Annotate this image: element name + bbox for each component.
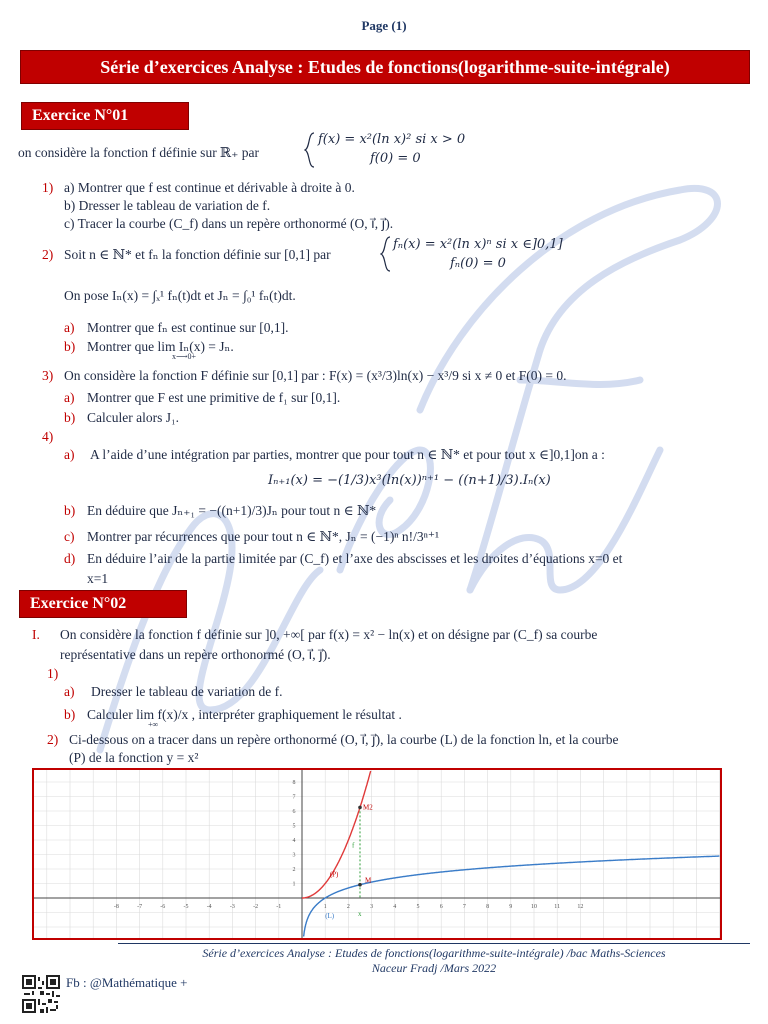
- ex1-q2-text: Soit n ∈ ℕ* et fₙ la fonction définie sur [0,1] par: [64, 247, 331, 262]
- x-tick-label: 5: [416, 904, 420, 910]
- label-M: M: [365, 876, 372, 885]
- parabola-curve: [302, 771, 371, 898]
- ex2-q1b-limit-sub: +∞: [148, 720, 159, 729]
- ex1-q3b: Calculer alors J₁.: [87, 410, 180, 425]
- x-tick-label: 10: [531, 904, 537, 910]
- label-x: x: [358, 910, 362, 918]
- ex1-system-line2: f(0) = 0: [370, 151, 421, 166]
- footer-divider: [118, 943, 750, 944]
- ex1-q4c-letter: c): [64, 529, 75, 544]
- x-tick-label: 1: [323, 904, 327, 910]
- ex2-part-number: I.: [32, 627, 40, 642]
- ex1-q2b: Montrer que lim Iₙ(x) = Jₙ.: [87, 339, 234, 354]
- ex1-q2-number: 2): [42, 247, 54, 262]
- ex1-q2-system-line1: fₙ(x) = x²(ln x)ⁿ si x ∈]0,1]: [393, 237, 563, 252]
- x-tick-label: -7: [137, 904, 143, 910]
- exercise-1-title: Exercice N°01: [21, 102, 189, 130]
- x-tick-label: -4: [206, 904, 212, 910]
- ex2-q2-text-line2: (P) de la fonction y = x²: [69, 750, 199, 765]
- label-f: f: [352, 841, 355, 850]
- label-P: (P): [329, 870, 339, 879]
- ex1-q4-number: 4): [42, 429, 54, 444]
- ex1-q4a: A l’aide d’une intégration par parties, montrer que pour tout n ∈ ℕ* et pour tout x ∈]0,1]on a :: [90, 447, 605, 462]
- point-M2: [358, 806, 362, 810]
- ex2-intro-line1: On considère la fonction f définie sur ]0, +∞[ par f(x) = x² − ln(x) et on désigne par (C_f) sa courbe: [60, 627, 598, 642]
- exercise-2-title: Exercice N°02: [19, 590, 187, 618]
- x-tick-label: -2: [253, 904, 259, 910]
- x-tick-label: 4: [393, 904, 397, 910]
- y-tick-label: 6: [292, 809, 296, 815]
- x-tick-label: 6: [439, 904, 443, 910]
- x-tick-label: 9: [509, 904, 513, 910]
- ex1-q1b: b) Dresser le tableau de variation de f.: [64, 198, 271, 213]
- ex1-q3-number: 3): [42, 368, 54, 383]
- ex1-q3a: Montrer que F est une primitive de f₁ sur [0,1].: [87, 390, 341, 405]
- ex1-q2a-letter: a): [64, 320, 75, 335]
- y-tick-label: 2: [292, 867, 296, 873]
- ex2-q1a: Dresser le tableau de variation de f.: [91, 684, 283, 699]
- y-tick-label: 3: [292, 852, 296, 859]
- ex1-q3b-letter: b): [64, 410, 76, 425]
- y-tick-label: 7: [292, 794, 296, 801]
- function-graph: [34, 770, 720, 938]
- footer-facebook[interactable]: Fb : @Mathématique +: [66, 975, 188, 990]
- ex1-q4d-continued: x=1: [87, 571, 109, 586]
- ex1-q2b-limit-sub: x⟶0+: [172, 352, 196, 361]
- ex1-q3-text: On considère la fonction F définie sur [0,1] par : F(x) = (x³/3)ln(x) − x³/9 si x ≠ 0 et F(0) = 0.: [64, 368, 567, 383]
- footer-author-date: Naceur Fradj /Mars 2022: [371, 961, 497, 975]
- ex1-q1-number: 1): [42, 180, 54, 195]
- x-tick-label: 11: [554, 904, 561, 910]
- ex1-q4b: En déduire que Jₙ₊₁ = −((n+1)/3)Jₙ pour tout n ∈ ℕ*: [87, 503, 377, 518]
- ex2-intro-line2: représentative dans un repère orthonormé (O, i⃗, j⃗).: [60, 647, 331, 662]
- ex1-q4d: En déduire l’air de la partie limitée par (C_f) et l’axe des abscisses et les droites d’équations x=0 et: [87, 551, 623, 566]
- label-M2: M2: [363, 803, 373, 812]
- x-tick-label: -5: [183, 904, 189, 910]
- page-number: Page (1): [361, 18, 407, 33]
- graph-frame: [32, 768, 722, 940]
- ex1-q4a-letter: a): [64, 447, 75, 462]
- label-L: (L): [325, 912, 335, 920]
- ex2-q1b-letter: b): [64, 707, 76, 722]
- ex2-q1a-letter: a): [64, 684, 75, 699]
- page-title-banner: Série d’exercices Analyse : Etudes de fonctions(logarithme-suite-intégrale): [21, 51, 749, 83]
- ex1-q4c: Montrer par récurrences que pour tout n ∈ ℕ*, Jₙ = (−1)ⁿ n!/3ⁿ⁺¹: [87, 529, 440, 544]
- y-tick-label: 4: [292, 838, 296, 844]
- ex1-q3a-letter: a): [64, 390, 75, 405]
- y-tick-label: 5: [292, 823, 296, 830]
- x-tick-label: 8: [486, 904, 490, 910]
- ex1-system-line1: f(x) = x²(ln x)² si x > 0: [318, 132, 466, 147]
- ex1-q4d-letter: d): [64, 551, 76, 566]
- x-tick-label: -6: [160, 904, 166, 910]
- ex2-q1b: Calculer lim f(x)/x , interpréter graphiquement le résultat .: [87, 707, 402, 722]
- qr-code-icon[interactable]: [22, 975, 60, 1013]
- x-tick-label: 7: [462, 904, 466, 910]
- brace-icon: [304, 132, 316, 168]
- x-tick-label: -1: [276, 904, 282, 910]
- y-tick-label: 1: [292, 881, 296, 888]
- ex1-q1a: a) Montrer que f est continue et dérivable à droite à 0.: [64, 180, 355, 195]
- ex1-q4a-formula: Iₙ₊₁(x) = −(1/3)x³(ln(x))ⁿ⁺¹ − ((n+1)/3).Iₙ(x): [268, 473, 551, 488]
- point-M: [358, 883, 362, 887]
- ex1-q4b-letter: b): [64, 503, 76, 518]
- ex2-q2-number: 2): [47, 732, 59, 747]
- ex1-q2a: Montrer que fₙ est continue sur [0,1].: [87, 320, 289, 335]
- y-tick-label: 8: [292, 780, 296, 786]
- ex1-q1c: c) Tracer la courbe (C_f) dans un repère orthonormé (O, i⃗, j⃗).: [64, 216, 394, 231]
- x-tick-label: -3: [229, 904, 235, 910]
- ex1-intro: on considère la fonction f définie sur ℝ₊ par: [18, 145, 260, 160]
- ex1-q2-definition: On pose Iₙ(x) = ∫ₓ¹ fₙ(t)dt et Jₙ = ∫₀¹ fₙ(t)dt.: [64, 288, 296, 303]
- footer-series-title: Série d’exercices Analyse : Etudes de fonctions(logarithme-suite-intégrale) /bac Maths-Sciences: [202, 946, 666, 960]
- ex2-q2-text-line1: Ci-dessous on a tracer dans un repère orthonormé (O, i⃗, j⃗), la courbe (L) de la fonction ln, et la courbe: [69, 732, 619, 747]
- x-tick-label: 2: [346, 904, 350, 910]
- brace-icon: [380, 236, 392, 272]
- log-curve: [304, 856, 720, 936]
- ex1-q2-system-line2: fₙ(0) = 0: [450, 256, 506, 271]
- x-tick-label: -8: [113, 904, 119, 910]
- ex2-q1-number: 1): [47, 666, 59, 681]
- ex1-q2b-letter: b): [64, 339, 76, 354]
- x-tick-label: 12: [577, 904, 584, 910]
- x-tick-label: 3: [370, 904, 374, 910]
